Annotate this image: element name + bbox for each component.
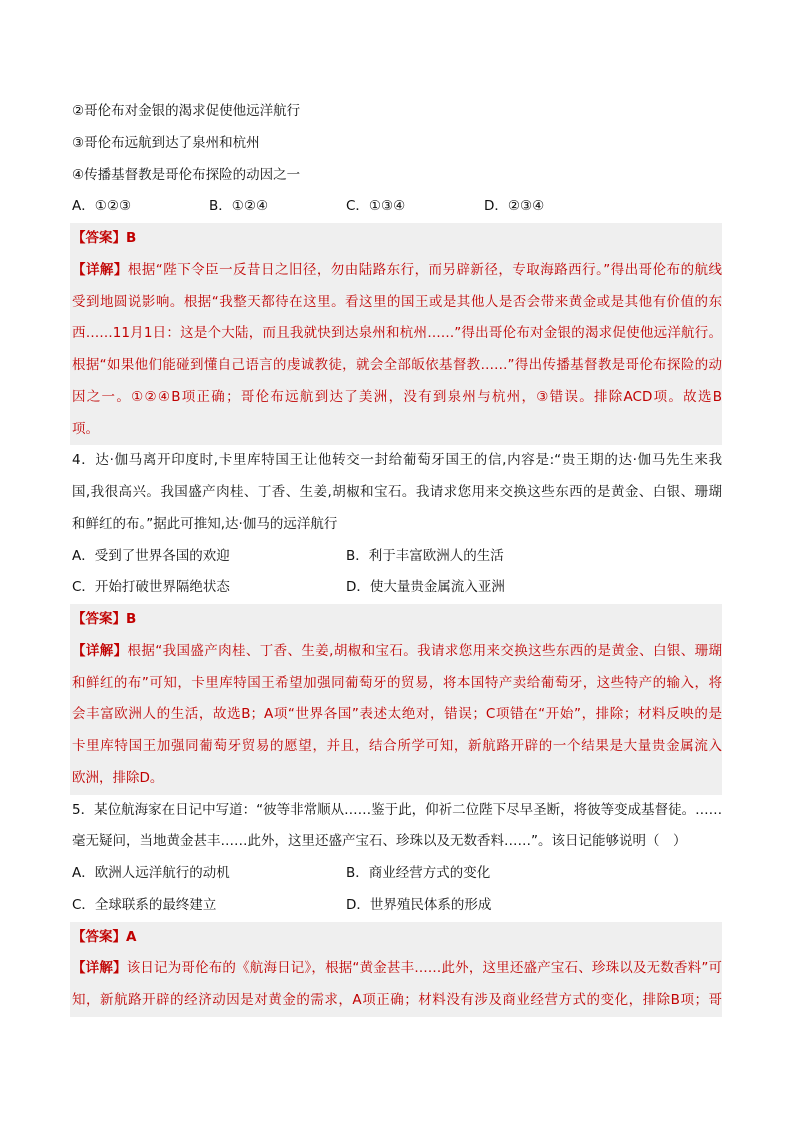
q4-detail-line: 卡里库特国王加强同葡萄牙贸易的愿望，并且，结合所学可知，新航路开辟的一个结果是大量贵金属流入 (72, 738, 722, 754)
q4-answer-box (70, 604, 722, 795)
q5-option-b: B．商业经营方式的变化 (346, 865, 491, 881)
q5-options-row (72, 858, 722, 890)
q4-options-row (72, 572, 722, 604)
q4-detail-line (72, 636, 722, 668)
detail-label: 【详解】 (72, 261, 128, 278)
q4-option-b: B．利于丰富欧洲人的生活 (346, 547, 504, 564)
q4-option-a: A．受到了世界各国的欢迎 (72, 547, 230, 564)
q4-detail-line: 欧洲，排除D。 (72, 769, 164, 786)
q5-detail-line: 知，新航路开辟的经济动因是对黄金的需求，A项正确；材料没有涉及商业经营方式的变化，排除B项；哥 (72, 992, 722, 1008)
q5-answer-box (70, 922, 722, 1017)
detail-label: 【详解】 (72, 642, 128, 659)
q5-stem-line: 毫无疑问，当地黄金甚丰……此外，这里还盛产宝石、珍珠以及无数香料……”。该日记能够说明（ ） (72, 833, 687, 850)
q3-statement: ③哥伦布远航到达了泉州和杭州 (72, 134, 260, 151)
q4-stem-line: 和鲜红的布。”据此可推知,达·伽马的远洋航行 (72, 515, 338, 532)
q4-answer-line (72, 604, 722, 636)
answer-value: B (126, 611, 137, 627)
answer-label: 【答案】 (72, 611, 126, 627)
answer-label: 【答案】 (72, 230, 126, 246)
q5-stem-line: 5．某位航海家在日记中写道：“彼等非常顺从……鉴于此，仰祈二位陛下尽早圣断，将彼等变成基督徒。…… (72, 801, 723, 818)
q3-detail-line: 受到地圆说影响。根据“我整天都待在这里。看这里的国王或是其他人是否会带来黄金或是其他有价值的东 (72, 293, 722, 310)
q5-option-d: D．世界殖民体系的形成 (346, 896, 492, 913)
detail-text: 根据“陛下令臣一反昔日之旧径，勿由陆路东行，而另辟新径，专取海路西行。”得出哥伦布的航线 (127, 261, 722, 278)
q5-options-row (72, 890, 722, 922)
q3-detail-line (72, 255, 722, 287)
q3-detail-line: 项。 (72, 420, 99, 437)
q3-detail-line: 西……11月1日：这是个大陆，而且我就快到达泉州和杭州……”得出哥伦布对金银的渴求促使他远洋航行。 (72, 325, 722, 342)
q3-statement: ②哥伦布对金银的渴求促使他远洋航行 (72, 103, 301, 119)
q3-option-a: A．①②③ (72, 198, 132, 215)
q3-option-c: C．①③④ (346, 198, 406, 215)
q4-options-row (72, 541, 722, 573)
q5-option-c: C．全球联系的最终建立 (72, 896, 217, 913)
q3-detail-line: 根据“如果他们能碰到懂自己语言的虔诚教徒，就会全部皈依基督教……”得出传播基督教是哥伦布探险的动 (72, 357, 722, 373)
q5-option-a: A．欧洲人远洋航行的动机 (72, 865, 230, 881)
q3-option-d: D．②③④ (484, 198, 545, 215)
q5-detail-line (72, 953, 722, 985)
q4-detail-line: 和鲜红的布”可知，卡里库特国王希望加强同葡萄牙的贸易，将本国特产卖给葡萄牙，这些特产的输入，将 (72, 674, 722, 691)
answer-label: 【答案】 (72, 928, 126, 945)
q4-detail-line: 会丰富欧洲人的生活，故选B；A项“世界各国”表述太绝对，错误；C项错在“开始”，排除；材料反映的是 (72, 706, 722, 723)
q3-answer-line (72, 223, 722, 255)
q3-option-b: B．①②④ (209, 198, 269, 215)
q3-options-row (72, 191, 722, 223)
detail-label: 【详解】 (72, 960, 127, 977)
q3-statement: ④传播基督教是哥伦布探险的动因之一 (72, 166, 301, 183)
q3-detail-line: 因之一。①②④B项正确；哥伦布远航到达了美洲，没有到泉州与杭州，③错误。排除ACD项。故选B (72, 388, 722, 405)
detail-text: 该日记为哥伦布的《航海日记》，根据“黄金甚丰……此外，这里还盛产宝石、珍珠以及无数香料”可 (126, 960, 722, 977)
q4-stem-line: 4．达·伽马离开印度时,卡里库特国王让他转交一封给葡萄牙国王的信,内容是:“贵王期的达·伽马先生来我 (72, 452, 722, 469)
answer-value: A (126, 928, 137, 945)
q5-answer-line (72, 922, 722, 954)
page-content (72, 96, 722, 1017)
answer-value: B (126, 230, 137, 246)
detail-text: 根据“我国盛产肉桂、丁香、生姜,胡椒和宝石。我请求您用来交换这些东西的是黄金、白银、珊瑚 (127, 642, 722, 659)
q4-option-d: D．使大量贵金属流入亚洲 (346, 579, 505, 596)
q4-option-c: C．开始打破世界隔绝状态 (72, 579, 230, 596)
q4-stem-line: 国,我很高兴。我国盛产肉桂、丁香、生姜,胡椒和宝石。我请求您用来交换这些东西的是黄金、白银、珊瑚 (72, 484, 722, 500)
q3-answer-box (70, 223, 722, 445)
